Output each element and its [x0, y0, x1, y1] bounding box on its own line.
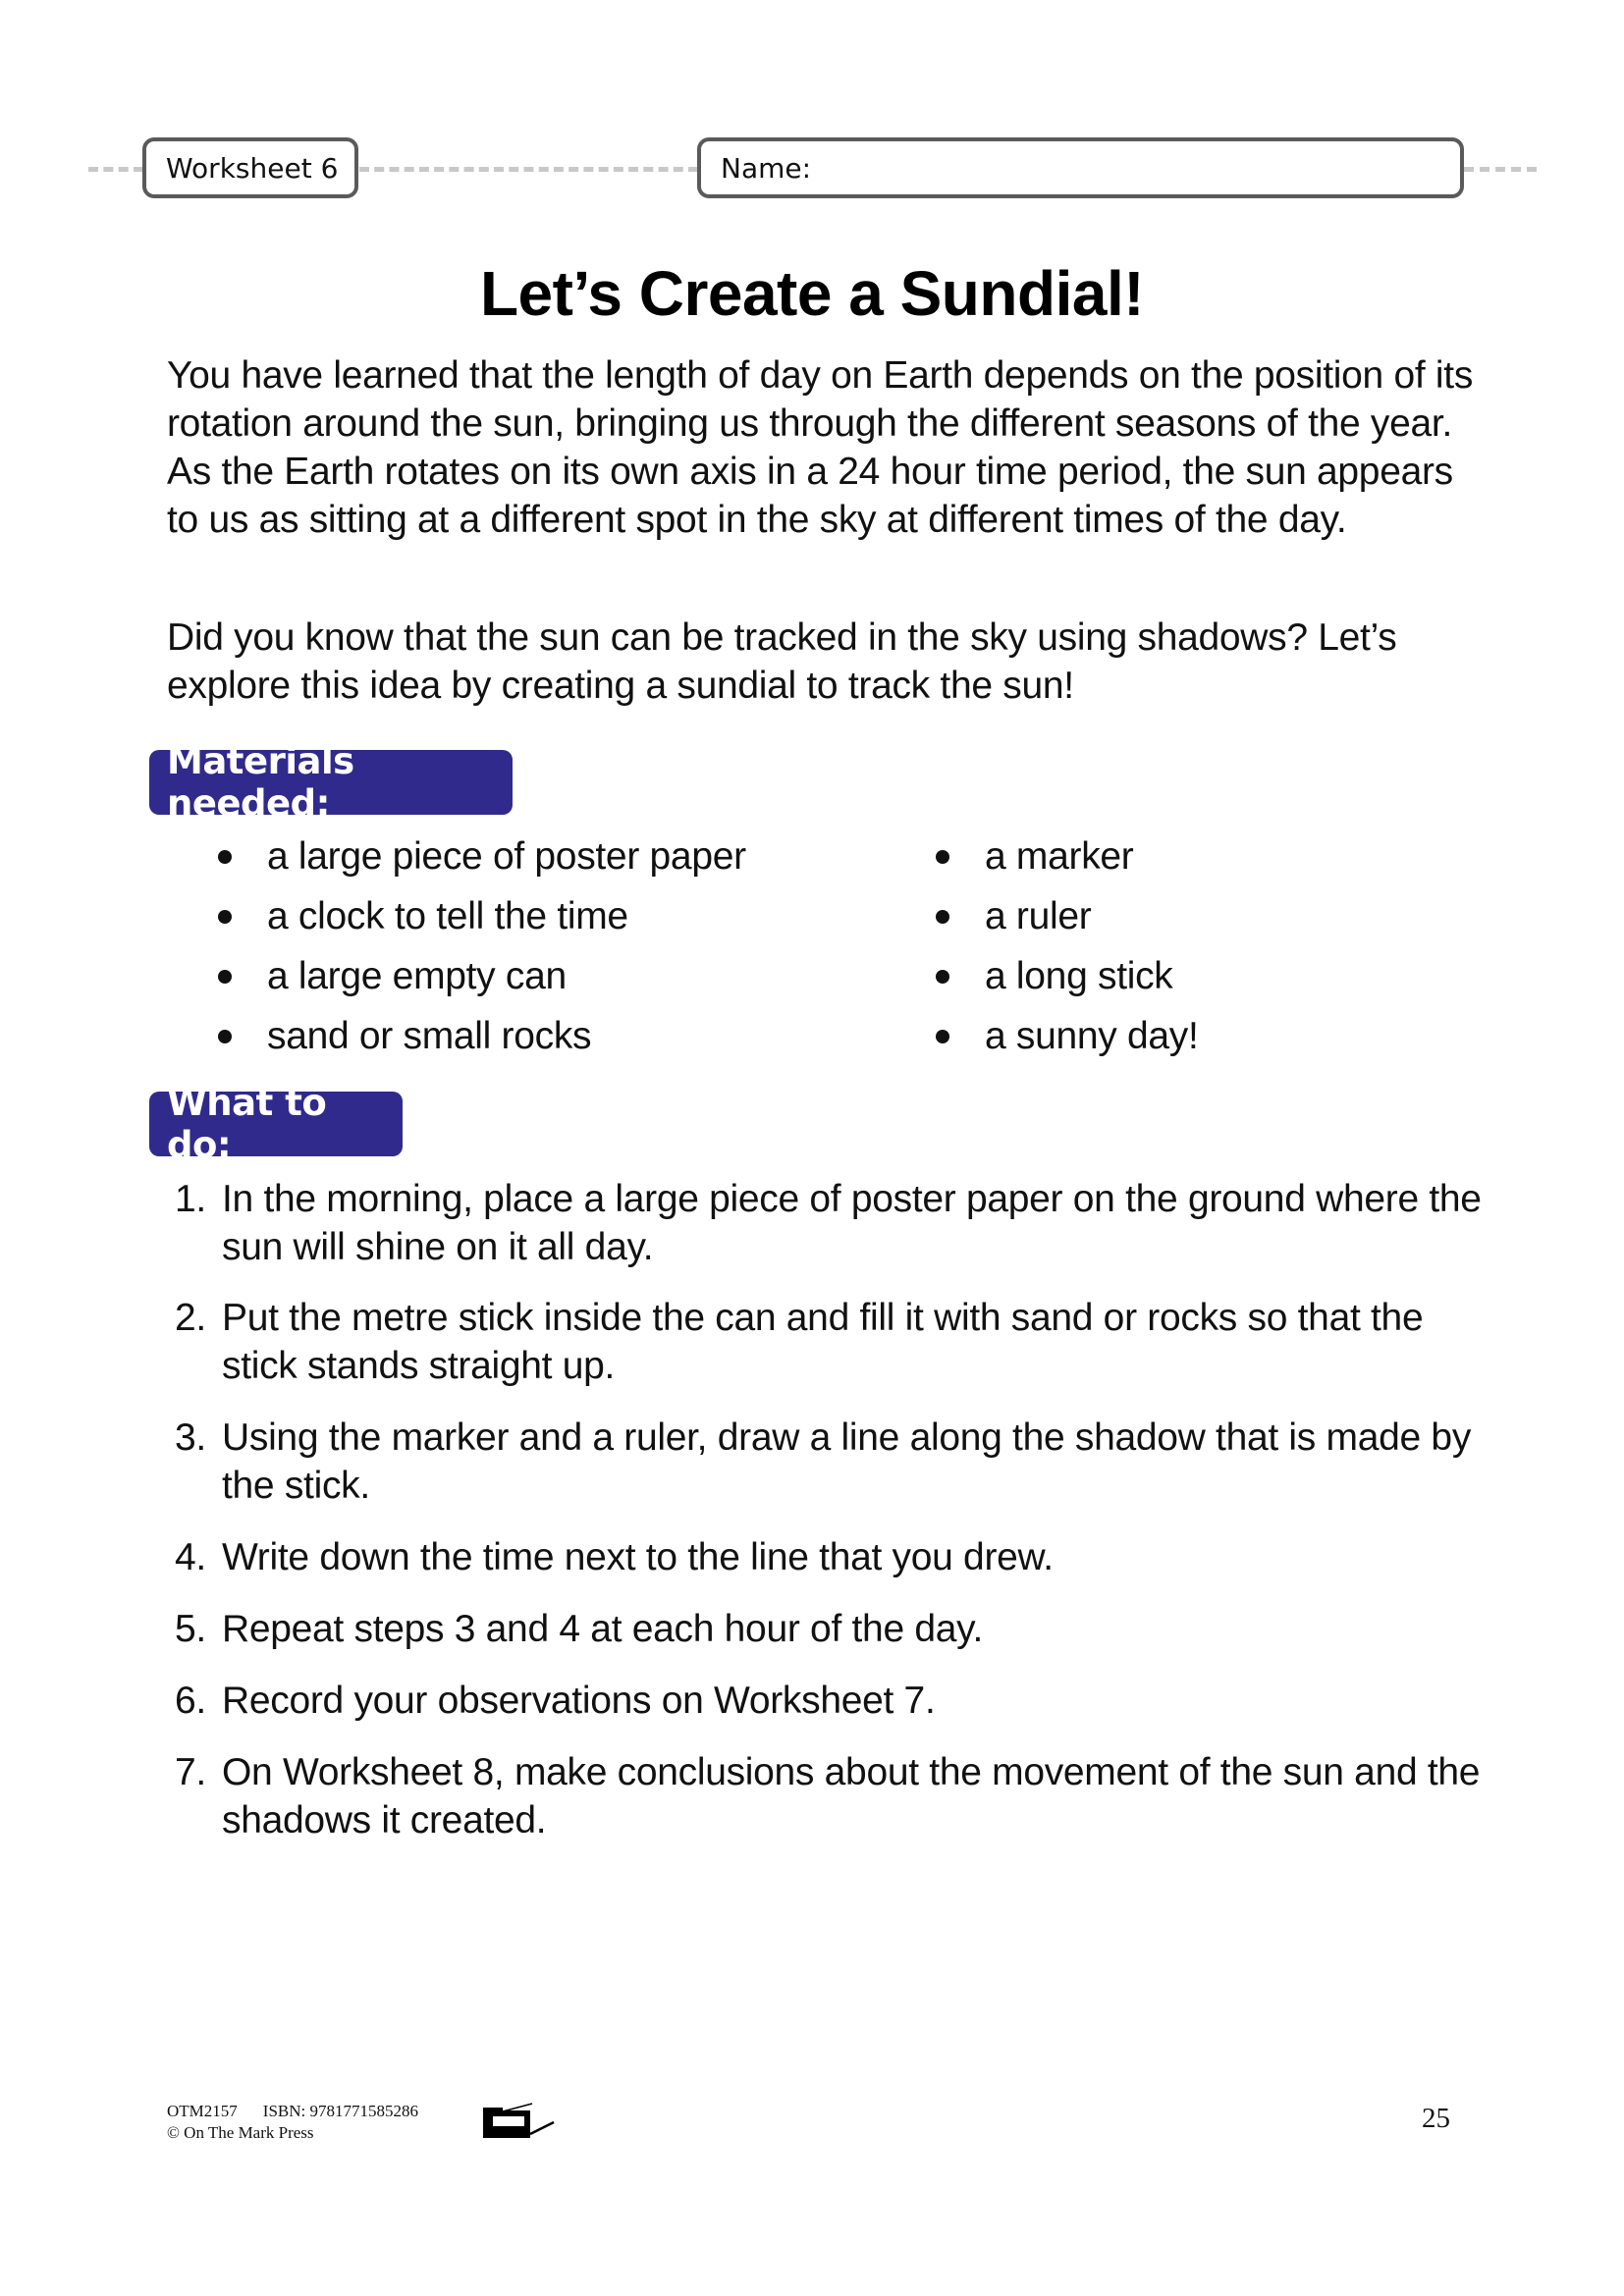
- step-number: 5.: [175, 1608, 206, 1650]
- step-number: 6.: [175, 1680, 206, 1722]
- step-text: Write down the time next to the line that you drew.: [222, 1536, 1054, 1578]
- materials-list-right: [936, 827, 1199, 1066]
- list-item: [936, 827, 1199, 886]
- bullet-icon: [218, 970, 232, 984]
- list-item-text: sand or small rocks: [267, 1015, 592, 1057]
- page-number: 25: [1422, 2103, 1450, 2134]
- bullet-icon: [218, 850, 232, 864]
- list-item: [218, 1006, 746, 1066]
- list-item-text: a long stick: [985, 955, 1173, 997]
- step-number: 7.: [175, 1751, 206, 1793]
- step-text: Put the metre stick inside the can and fill it with sand or rocks so that the stick stands straight up.: [222, 1297, 1424, 1387]
- intro-paragraph-1: You have learned that the length of day on Earth depends on the position of its rotation around the sun, bringing us through the different seasons of the year. As the Earth rotates on its own axis in a 24 hour time period, the sun appears to us as sitting at a different spot in the sky at different times of the day.: [167, 354, 1474, 541]
- step-item: [175, 1748, 1490, 1844]
- step-number: 4.: [175, 1536, 206, 1578]
- step-item: [175, 1294, 1490, 1390]
- step-item: [175, 1175, 1490, 1271]
- page-title: Let’s Create a Sundial!: [479, 258, 1145, 329]
- copyright: © On The Mark Press: [167, 2123, 314, 2142]
- header-dash-left: [88, 167, 143, 172]
- bullet-icon: [936, 970, 949, 984]
- worksheet-label-box: [142, 137, 358, 198]
- list-item-text: a ruler: [985, 895, 1092, 937]
- list-item-text: a large piece of poster paper: [267, 835, 746, 878]
- bullet-icon: [936, 850, 949, 864]
- step-item: [175, 1677, 1490, 1725]
- footer-meta: [167, 2101, 418, 2144]
- header-dash-right: [1464, 167, 1537, 172]
- list-item: [218, 886, 746, 946]
- name-field[interactable]: [697, 137, 1464, 198]
- step-number: 2.: [175, 1297, 206, 1339]
- step-item: [175, 1414, 1490, 1510]
- bullet-icon: [936, 910, 949, 924]
- materials-list-left: [218, 827, 746, 1066]
- bullet-icon: [218, 1030, 232, 1043]
- step-text: On Worksheet 8, make conclusions about the movement of the sun and the shadows it created.: [222, 1751, 1481, 1842]
- step-text: Record your observations on Worksheet 7.: [222, 1680, 936, 1722]
- intro-paragraph-2: Did you know that the sun can be tracked in the sky using shadows? Let’s explore this idea by creating a sundial to track the sun!: [167, 616, 1397, 707]
- bullet-icon: [218, 910, 232, 924]
- step-item: [175, 1533, 1490, 1581]
- list-item: [936, 946, 1199, 1006]
- bullet-icon: [936, 1030, 949, 1043]
- list-item-text: a large empty can: [267, 955, 567, 997]
- step-number: 3.: [175, 1416, 206, 1459]
- materials-heading: Materials needed:: [167, 740, 354, 825]
- list-item-text: a clock to tell the time: [267, 895, 628, 937]
- product-code: OTM2157: [167, 2102, 238, 2120]
- steps-heading-badge: [149, 1082, 403, 1166]
- list-item: [218, 946, 746, 1006]
- step-number: 1.: [175, 1178, 206, 1220]
- isbn: ISBN: 9781771585286: [262, 2102, 418, 2120]
- steps-heading: What to do:: [167, 1082, 327, 1166]
- step-text: In the morning, place a large piece of poster paper on the ground where the sun will shine on it all day.: [222, 1178, 1482, 1268]
- header-dash-middle: [359, 167, 698, 172]
- step-text: Repeat steps 3 and 4 at each hour of the day.: [222, 1608, 983, 1650]
- list-item-text: a sunny day!: [985, 1015, 1199, 1057]
- step-text: Using the marker and a ruler, draw a line along the shadow that is made by the stick.: [222, 1416, 1472, 1507]
- list-item: [936, 886, 1199, 946]
- list-item: [218, 827, 746, 886]
- worksheet-label: Worksheet 6: [166, 151, 339, 185]
- list-item-text: a marker: [985, 835, 1134, 878]
- list-item: [936, 1006, 1199, 1066]
- materials-heading-badge: [149, 740, 513, 825]
- publisher-logo-icon: [481, 2101, 560, 2140]
- name-label: Name:: [721, 151, 812, 185]
- step-item: [175, 1605, 1490, 1653]
